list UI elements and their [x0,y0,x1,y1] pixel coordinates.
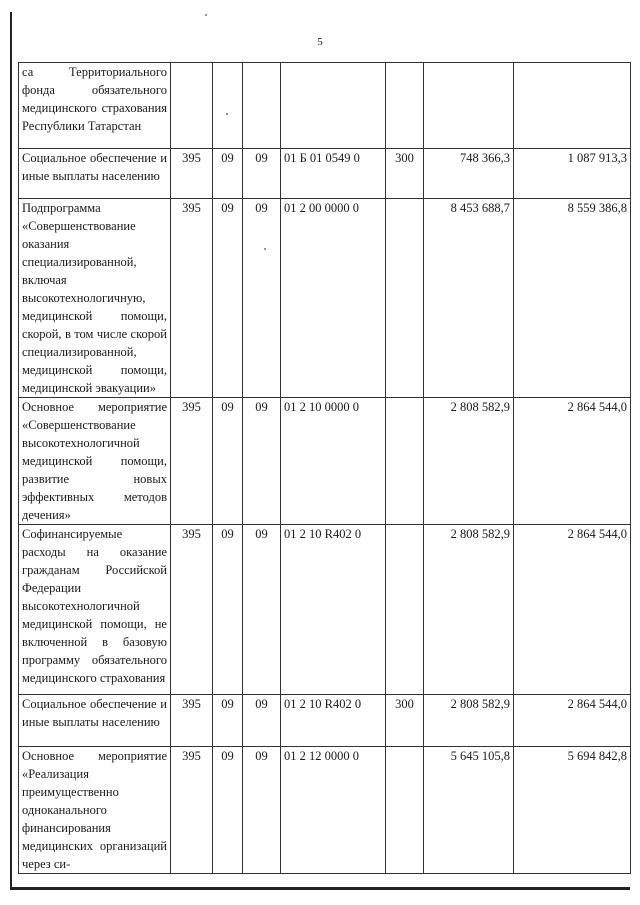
cell-ved: 395 [171,398,213,525]
cell-csr: 01 2 10 R402 0 [281,695,386,747]
cell-sum-1: 2 808 582,9 [424,398,514,525]
cell-pr: 09 [243,747,281,874]
cell-ved [171,63,213,149]
cell-csr: 01 Б 01 0549 0 [281,149,386,199]
cell-sum-2: 2 864 544,0 [514,695,631,747]
cell-rz: 09 [213,199,243,398]
cell-ved: 395 [171,199,213,398]
cell-vr: 300 [386,149,424,199]
cell-vr [386,63,424,149]
table-row [19,63,631,149]
table-row [19,747,631,874]
cell-sum-1: 2 808 582,9 [424,525,514,695]
cell-vr: 300 [386,695,424,747]
cell-pr: 09 [243,525,281,695]
cell-sum-1: 8 453 688,7 [424,199,514,398]
cell-pr: 09 [243,149,281,199]
cell-pr: 09 [243,199,281,398]
cell-pr: 09 [243,695,281,747]
cell-sum-2: 1 087 913,3 [514,149,631,199]
cell-ved: 395 [171,525,213,695]
row-description: Социальное обеспечение и иные выплаты населению [19,149,171,199]
row-description: Подпрограмма «Совершенствование оказания специализированной, включая высокотехнологичную, медицинской помощи, скорой, в том числе скорой специализированной, медицинской помощи, медицинской эвакуации» [19,199,171,398]
cell-sum-1: 2 808 582,9 [424,695,514,747]
cell-csr: 01 2 10 R402 0 [281,525,386,695]
table-row [19,695,631,747]
cell-rz: 09 [213,149,243,199]
scan-speck [264,248,266,250]
cell-csr: 01 2 10 0000 0 [281,398,386,525]
row-description: са Территориального фонда обязательного медицинского страхования Республики Татарстан [19,63,171,149]
cell-rz: 09 [213,747,243,874]
cell-rz: 09 [213,695,243,747]
cell-sum-1 [424,63,514,149]
cell-rz [213,63,243,149]
table-row [19,398,631,525]
table-row [19,525,631,695]
row-description: Основное мероприятие «Совершенствование высокотехнологичной медицинской помощи, развитие новых эффективных методов дечения» [19,398,171,525]
table-body [19,63,631,874]
scan-speck [226,113,228,115]
cell-ved: 395 [171,695,213,747]
cell-csr [281,63,386,149]
row-description: Социальное обеспечение и иные выплаты населению [19,695,171,747]
cell-rz: 09 [213,525,243,695]
cell-pr: 09 [243,398,281,525]
budget-table [18,62,631,874]
cell-vr [386,398,424,525]
scan-speck [205,14,207,16]
row-description: Основное мероприятие «Реализация преимущественно одноканального финансирования медицинских организаций через си- [19,747,171,874]
cell-pr [243,63,281,149]
cell-vr [386,199,424,398]
cell-sum-2: 2 864 544,0 [514,398,631,525]
row-description: Софинансируемые расходы на оказание гражданам Российской Федерации высокотехнологичной медицинской помощи, не включенной в базовую программу обязательного медицинского страхования [19,525,171,695]
page-number: 5 [317,36,323,48]
cell-ved: 395 [171,747,213,874]
cell-csr: 01 2 12 0000 0 [281,747,386,874]
cell-sum-2 [514,63,631,149]
cell-csr: 01 2 00 0000 0 [281,199,386,398]
table-row [19,149,631,199]
cell-sum-2: 2 864 544,0 [514,525,631,695]
cell-sum-1: 5 645 105,8 [424,747,514,874]
cell-sum-2: 5 694 842,8 [514,747,631,874]
cell-vr [386,747,424,874]
cell-ved: 395 [171,149,213,199]
table-row [19,199,631,398]
cell-vr [386,525,424,695]
cell-sum-1: 748 366,3 [424,149,514,199]
cell-sum-2: 8 559 386,8 [514,199,631,398]
cell-rz: 09 [213,398,243,525]
